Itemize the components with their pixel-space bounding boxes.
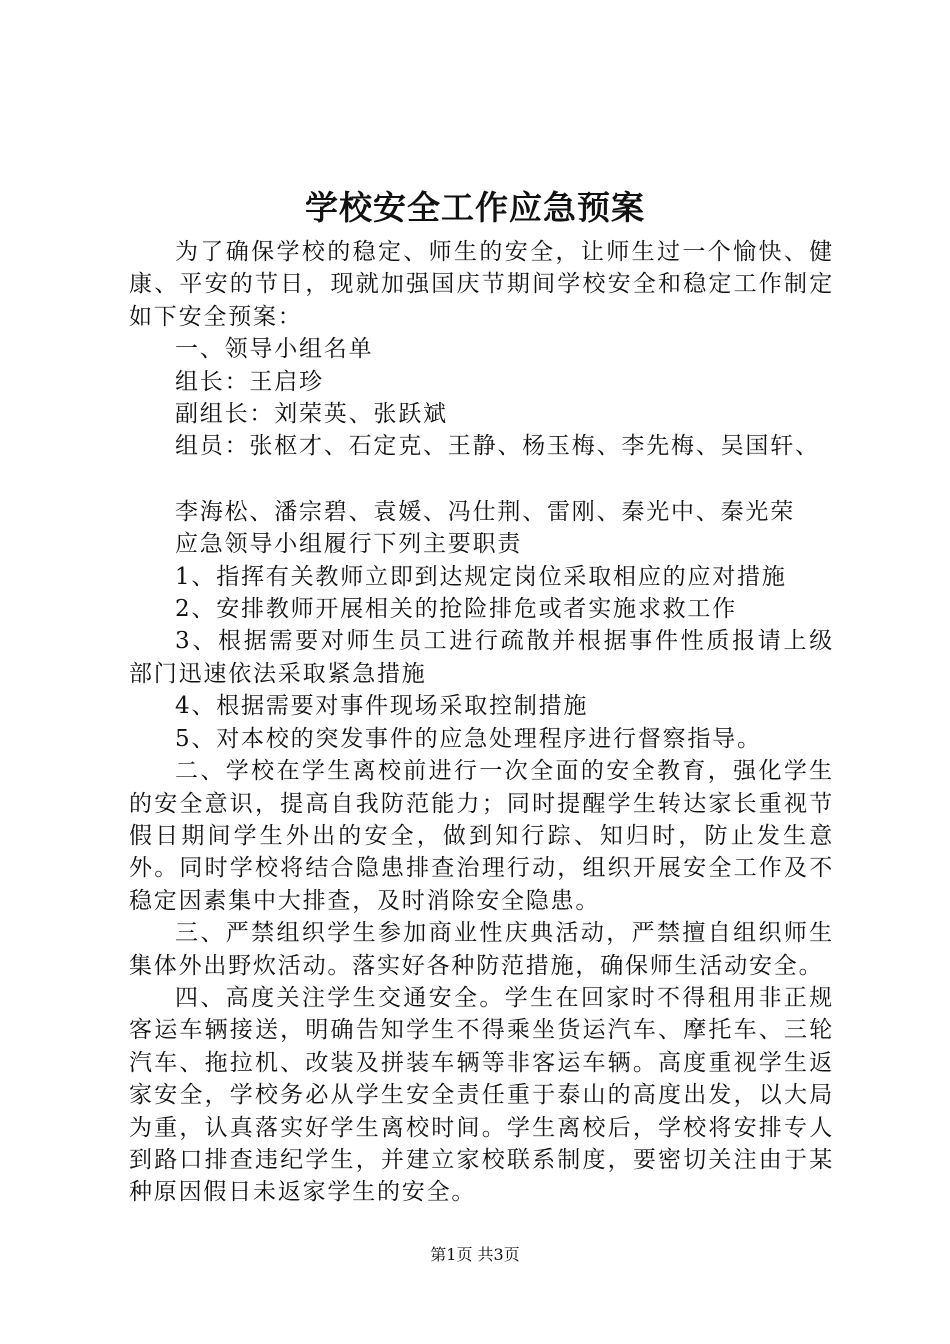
leader-line: 组长：王启珍 bbox=[175, 368, 324, 395]
duty-item: 4、根据需要对事件现场采取控制措施 bbox=[175, 693, 589, 720]
document-body bbox=[129, 236, 834, 1209]
duty-item: 5、对本校的突发事件的应急处理程序进行督察指导。 bbox=[175, 725, 762, 752]
duties-heading: 应急领导小组履行下列主要职责 bbox=[175, 531, 523, 558]
intro-paragraph: 为了确保学校的稳定、师生的安全，让师生过一个愉快、健康、平安的节日，现就加强国庆节期间学校安全和稳定工作制定如下安全预案： bbox=[129, 239, 834, 330]
section-two-paragraph: 二、学校在学生离校前进行一次全面的安全教育，强化学生的安全意识，提高自我防范能力；同时提醒学生转达家长重视节假日期间学生外出的安全，做到知行踪、知归时，防止发生意外。同时学校将结合隐患排查治理行动，组织开展安全工作及不稳定因素集中大排查，及时消除安全隐患。 bbox=[129, 758, 834, 914]
section-four-paragraph: 四、高度关注学生交通安全。学生在回家时不得租用非正规客运车辆接送，明确告知学生不得乘坐货运汽车、摩托车、三轮汽车、拖拉机、改装及拼装车辆等非客运车辆。高度重视学生返家安全，学校务必从学生安全责任重于泰山的高度出发，以大局为重，认真落实好学生离校时间。学生离校后，学校将安排专人到路口排查违纪学生，并建立家校联系制度，要密切关注由于某种原因假日未返家学生的安全。 bbox=[129, 984, 834, 1206]
section-heading-leadership: 一、领导小组名单 bbox=[175, 336, 374, 363]
duty-item: 2、安排教师开展相关的抢险排危或者实施求救工作 bbox=[175, 596, 738, 623]
blank-line bbox=[129, 463, 834, 496]
section-three-paragraph: 三、严禁组织学生参加商业性庆典活动，严禁擅自组织师生集体外出野炊活动。落实好各种防范措施，确保师生活动安全。 bbox=[129, 920, 834, 979]
members-line: 组员：张枢才、石定克、王静、杨玉梅、李先梅、吴国轩、 bbox=[175, 433, 820, 460]
page-number-footer: 第1页 共3页 bbox=[430, 1245, 520, 1264]
duty-item: 3、根据需要对师生员工进行疏散并根据事件性质报请上级部门迅速依法采取紧急措施 bbox=[129, 628, 834, 687]
duty-item: 1、指挥有关教师立即到达规定岗位采取相应的应对措施 bbox=[175, 563, 787, 590]
page-title: 学校安全工作应急预案 bbox=[305, 188, 645, 227]
deputy-leader-line: 副组长：刘荣英、张跃斌 bbox=[175, 401, 448, 428]
members-line-continued: 李海松、潘宗碧、袁媛、冯仕荆、雷刚、秦光中、秦光荣 bbox=[175, 498, 795, 525]
